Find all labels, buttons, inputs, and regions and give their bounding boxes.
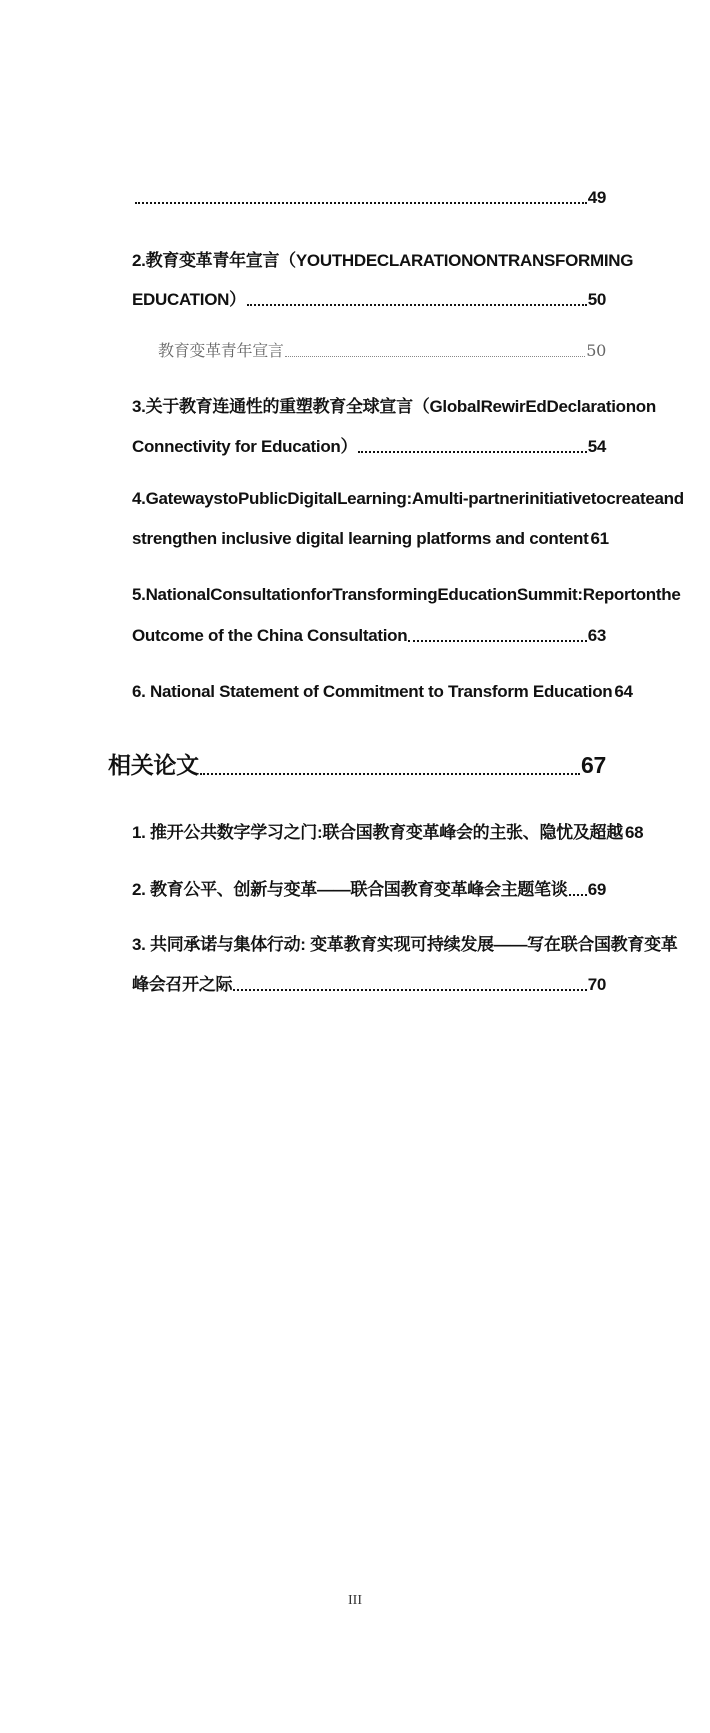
toc-item-text: strengthen inclusive digital learning platforms and content xyxy=(132,529,589,548)
dot-leader xyxy=(569,894,587,896)
toc-paper-2[interactable] xyxy=(132,875,606,900)
toc-word: multi-partner xyxy=(423,489,525,508)
toc-word: Education xyxy=(437,585,517,604)
toc-word: Report xyxy=(582,585,636,604)
toc-word: ONTRANSFORMING xyxy=(473,251,634,270)
toc-word: Public xyxy=(238,489,288,508)
toc-word: 5. xyxy=(132,585,146,604)
toc-word: on xyxy=(635,397,656,416)
toc-subitem-text: 教育变革青年宣言 xyxy=(158,341,284,360)
toc-word: Digital xyxy=(287,489,338,508)
toc-page-number: 61 xyxy=(590,529,609,548)
toc-subitem[interactable] xyxy=(158,338,606,361)
toc-page-number: 67 xyxy=(581,752,606,778)
toc-paper-3-line2[interactable] xyxy=(132,970,606,995)
toc-page-number: 50 xyxy=(587,290,606,309)
toc-word: Transforming xyxy=(332,585,438,604)
toc-word: National xyxy=(145,585,211,604)
toc-word: the xyxy=(655,585,681,604)
toc-section-heading[interactable] xyxy=(108,747,606,780)
toc-item-4-line1[interactable] xyxy=(132,489,684,509)
toc-word: create xyxy=(606,489,655,508)
toc-word: 2. xyxy=(132,251,146,270)
toc-page-number: 69 xyxy=(587,880,606,899)
dot-leader xyxy=(200,773,580,775)
toc-page-number: 68 xyxy=(624,823,644,842)
dot-leader xyxy=(135,202,587,204)
toc-word: to xyxy=(222,489,239,508)
toc-word: Gateways xyxy=(145,489,223,508)
toc-word: 4. xyxy=(132,489,146,508)
toc-item-5-line1[interactable] xyxy=(132,585,681,605)
toc-word: Declaration xyxy=(546,397,636,416)
toc-word: Summit: xyxy=(516,585,583,604)
toc-continuation[interactable] xyxy=(134,188,606,208)
toc-item-2-line1[interactable] xyxy=(132,246,634,271)
toc-item-3-line2[interactable] xyxy=(132,432,606,457)
toc-page-number: 54 xyxy=(587,437,606,456)
toc-item-text: 1. 推开公共数字学习之门:联合国教育变革峰会的主张、隐忧及超越 xyxy=(132,823,623,842)
toc-word: 3.关于教育连通性的重塑教育全球宣言（Global xyxy=(132,397,481,416)
toc-word: 教育变革青年宣言（YOUTH xyxy=(145,251,354,270)
section-title: 相关论文 xyxy=(108,752,199,778)
toc-page-number: 50 xyxy=(586,341,606,360)
toc-word: initiative xyxy=(524,489,591,508)
toc-page-number: 70 xyxy=(587,975,606,994)
toc-item-4-line2[interactable] xyxy=(132,529,609,549)
toc-paper-3-line1[interactable] xyxy=(132,930,678,955)
toc-item-2-line2[interactable] xyxy=(132,285,606,310)
toc-word: on xyxy=(635,585,656,604)
dot-leader xyxy=(233,989,586,991)
toc-item-text: 3. 共同承诺与集体行动: 变革教育实现可持续发展——写在联合国教育变革 xyxy=(132,935,678,954)
toc-page-number: 63 xyxy=(587,626,606,645)
toc-item-5-line2[interactable] xyxy=(132,626,606,646)
dot-leader xyxy=(285,356,586,357)
toc-word: A xyxy=(411,489,424,508)
toc-item-3-line1[interactable] xyxy=(132,392,656,417)
toc-word: DECLARATION xyxy=(353,251,474,270)
page-footer-number: III xyxy=(348,1593,362,1608)
dot-leader xyxy=(358,451,586,453)
toc-page-number: 49 xyxy=(587,188,606,207)
toc-item-6[interactable] xyxy=(132,682,633,702)
toc-word: for xyxy=(310,585,333,604)
dot-leader xyxy=(247,304,587,306)
toc-item-text: 峰会召开之际 xyxy=(132,975,233,994)
toc-item-text: 2. 教育公平、创新与变革——联合国教育变革峰会主题笔谈 xyxy=(132,880,568,899)
toc-word: to xyxy=(590,489,607,508)
toc-page-number: 64 xyxy=(614,682,633,701)
toc-paper-1[interactable] xyxy=(132,818,644,843)
toc-item-text: Connectivity for Education） xyxy=(132,437,358,456)
toc-word: Learning: xyxy=(337,489,412,508)
toc-word: Consultation xyxy=(210,585,311,604)
toc-word: RewirEd xyxy=(480,397,547,416)
toc-item-text: 6. National Statement of Commitment to Transform Education xyxy=(132,682,613,701)
toc-item-text: EDUCATION） xyxy=(132,290,246,309)
toc-item-text: Outcome of the China Consultation xyxy=(132,626,408,645)
dot-leader xyxy=(408,640,586,642)
toc-word: and xyxy=(654,489,684,508)
